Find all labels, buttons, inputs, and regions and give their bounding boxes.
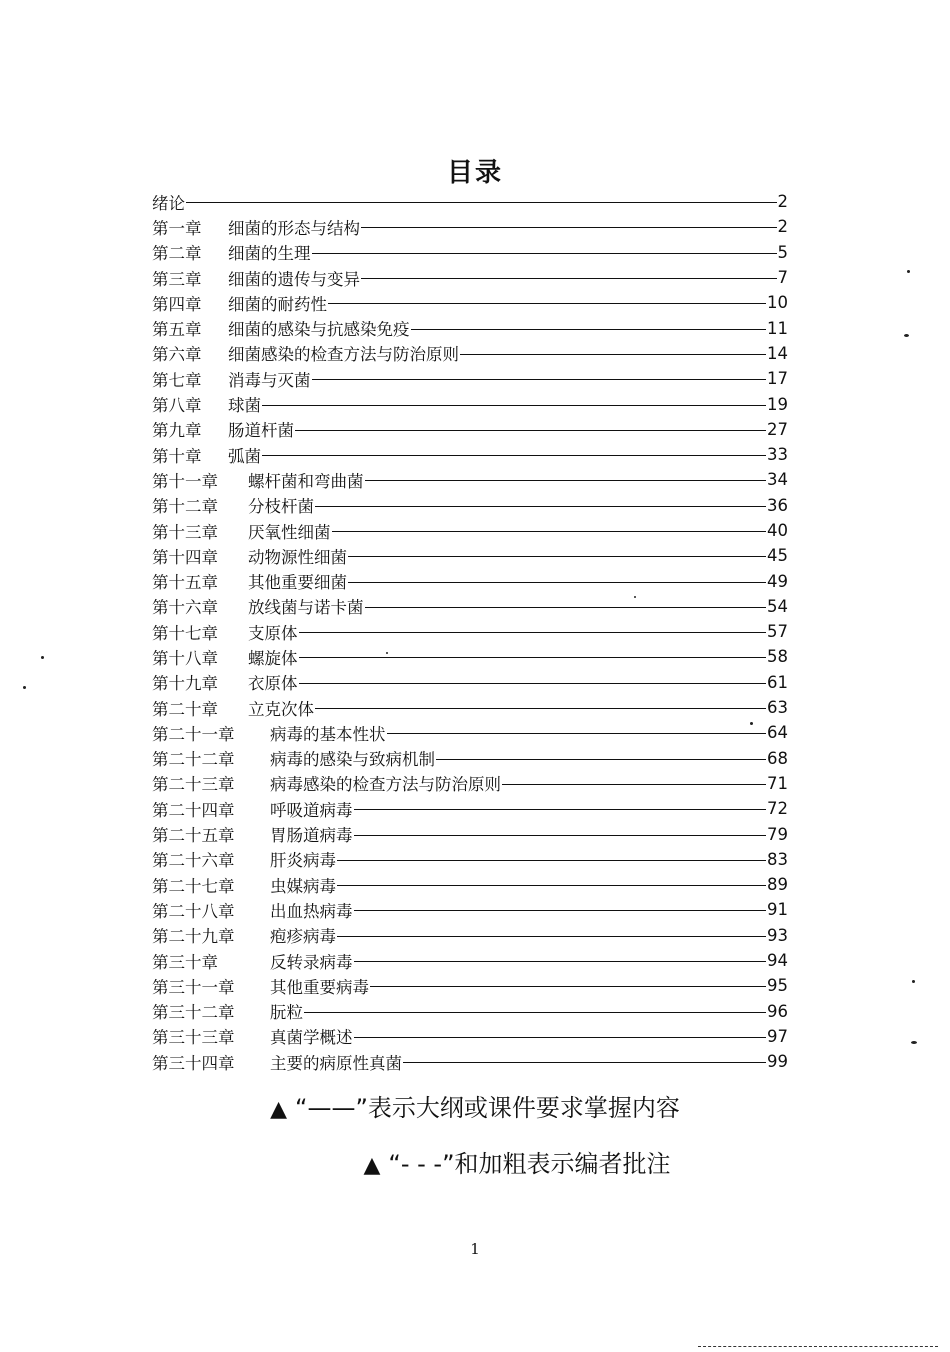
toc-leader-line (337, 936, 766, 937)
toc-entry (152, 1049, 788, 1074)
toc-page-number: 57 (767, 622, 788, 642)
toc-leader-line (348, 582, 766, 583)
toc-chapter-title: 其他重要细菌 (248, 573, 347, 593)
toc-chapter-number: 第十五章 (152, 573, 218, 593)
toc-chapter-number: 第十四章 (152, 547, 218, 567)
toc-chapter-number: 第三十四章 (152, 1053, 235, 1073)
toc-chapter-number: 绪论 (152, 193, 185, 213)
toc-chapter-number: 第三十章 (152, 952, 218, 972)
toc-leader-line (365, 607, 767, 608)
toc-chapter-title: 细菌的耐药性 (228, 294, 327, 314)
toc-entry (152, 543, 788, 568)
toc-chapter-number: 第二十七章 (152, 876, 235, 896)
toc-leader-line (361, 278, 777, 279)
toc-chapter-number: 第十六章 (152, 598, 218, 618)
scan-speck (41, 656, 44, 659)
legend-note-text: “- - -”和加粗表示编者批注 (388, 1150, 671, 1178)
toc-page-number: 7 (777, 268, 788, 288)
toc-chapter-number: 第三十二章 (152, 1003, 235, 1023)
page-title: 目录 (446, 158, 503, 188)
toc-chapter-number: 第十章 (152, 446, 202, 466)
toc-page-number: 63 (767, 698, 788, 718)
scan-speck (911, 1041, 917, 1044)
toc-leader-line (186, 202, 777, 203)
toc-chapter-title: 病毒感染的检查方法与防治原则 (270, 775, 501, 795)
toc-page-number: 27 (767, 419, 788, 439)
toc-chapter-number: 第三十三章 (152, 1028, 235, 1048)
toc-leader-line (262, 405, 766, 406)
scan-speck (904, 334, 909, 337)
toc-page-number: 96 (767, 1001, 788, 1021)
toc-page-number: 64 (767, 723, 788, 743)
toc-page-number: 10 (767, 293, 788, 313)
toc-entry (152, 442, 788, 467)
toc-chapter-title: 细菌感染的检查方法与防治原则 (228, 345, 459, 365)
toc-leader-line (387, 733, 767, 734)
toc-entry (152, 391, 788, 416)
toc-chapter-title: 其他重要病毒 (270, 977, 369, 997)
toc-chapter-number: 第八章 (152, 396, 202, 416)
toc-page-number: 68 (767, 748, 788, 768)
toc-page-number: 11 (767, 318, 788, 338)
toc-leader-line (354, 809, 767, 810)
bottom-dashed-rule (698, 1346, 938, 1347)
toc-leader-line (460, 354, 766, 355)
toc-page-number: 33 (767, 445, 788, 465)
toc-chapter-number: 第六章 (152, 345, 202, 365)
toc-chapter-title: 朊粒 (270, 1003, 303, 1023)
toc-entry (152, 467, 788, 492)
toc-chapter-number: 第十七章 (152, 623, 218, 643)
toc-entry (152, 1024, 788, 1049)
toc-leader-line (348, 556, 766, 557)
toc-page-number: 97 (767, 1026, 788, 1046)
toc-entry (152, 644, 788, 669)
toc-page-number: 89 (767, 875, 788, 895)
toc-entry (152, 796, 788, 821)
toc-leader-line (370, 986, 766, 987)
toc-entry (152, 214, 788, 239)
toc-chapter-title: 真菌学概述 (270, 1028, 353, 1048)
toc-chapter-title: 主要的病原性真菌 (270, 1053, 402, 1073)
toc-chapter-title: 球菌 (228, 396, 261, 416)
toc-page-number: 49 (767, 571, 788, 591)
toc-page-number: 79 (767, 824, 788, 844)
toc-entry (152, 720, 788, 745)
toc-leader-line (403, 1062, 766, 1063)
toc-chapter-number: 第二十四章 (152, 800, 235, 820)
toc-page-number: 2 (777, 217, 788, 237)
toc-page-number: 54 (767, 596, 788, 616)
toc-entry (152, 746, 788, 771)
toc-chapter-number: 第二十六章 (152, 851, 235, 871)
toc-page-number: 45 (767, 546, 788, 566)
toc-entry (152, 189, 788, 214)
toc-entry (152, 568, 788, 593)
toc-chapter-title: 分枝杆菌 (248, 497, 314, 517)
toc-leader-line (411, 329, 767, 330)
toc-chapter-number: 第一章 (152, 218, 202, 238)
toc-chapter-title: 呼吸道病毒 (270, 800, 353, 820)
toc-entry (152, 518, 788, 543)
toc-chapter-number: 第三十一章 (152, 977, 235, 997)
toc-leader-line (262, 455, 766, 456)
toc-chapter-number: 第二十章 (152, 699, 218, 719)
toc-leader-line (304, 1012, 766, 1013)
toc-chapter-title: 胃肠道病毒 (270, 826, 353, 846)
toc-leader-line (436, 759, 766, 760)
toc-entry (152, 417, 788, 442)
toc-chapter-title: 反转录病毒 (270, 952, 353, 972)
toc-page-number: 93 (767, 925, 788, 945)
toc-chapter-title: 细菌的感染与抗感染免疫 (228, 320, 410, 340)
toc-entry (152, 265, 788, 290)
toc-page-number: 5 (777, 242, 788, 262)
toc-chapter-title: 动物源性细菌 (248, 547, 347, 567)
toc-chapter-title: 弧菌 (228, 446, 261, 466)
toc-leader-line (328, 303, 766, 304)
toc-page-number: 72 (767, 799, 788, 819)
toc-leader-line (354, 1037, 767, 1038)
toc-entry (152, 240, 788, 265)
toc-page-number: 83 (767, 849, 788, 869)
toc-chapter-title: 疱疹病毒 (270, 927, 336, 947)
toc-leader-line (337, 885, 766, 886)
toc-chapter-title: 螺杆菌和弯曲菌 (248, 471, 364, 491)
scan-speck (23, 686, 26, 689)
toc-chapter-title: 出血热病毒 (270, 901, 353, 921)
toc-page-number: 2 (777, 192, 788, 212)
toc-entry (152, 290, 788, 315)
toc-leader-line (312, 253, 777, 254)
toc-leader-line (295, 430, 766, 431)
toc-chapter-title: 螺旋体 (248, 648, 298, 668)
toc-leader-line (365, 480, 767, 481)
toc-entry (152, 948, 788, 973)
page-number: 1 (470, 1240, 480, 1258)
toc-chapter-title: 支原体 (248, 623, 298, 643)
toc-page-number: 99 (767, 1052, 788, 1072)
toc-leader-line (354, 961, 767, 962)
table-of-contents (152, 189, 788, 1074)
toc-chapter-number: 第七章 (152, 370, 202, 390)
toc-leader-line (332, 531, 767, 532)
toc-chapter-number: 第二十三章 (152, 775, 235, 795)
toc-entry (152, 493, 788, 518)
toc-page-number: 71 (767, 773, 788, 793)
toc-leader-line (502, 784, 766, 785)
toc-entry (152, 619, 788, 644)
toc-entry (152, 973, 788, 998)
legend-note-text: “——”表示大纲或课件要求掌握内容 (295, 1094, 680, 1122)
toc-page-number: 36 (767, 495, 788, 515)
toc-chapter-title: 消毒与灭菌 (228, 370, 311, 390)
toc-chapter-title: 细菌的形态与结构 (228, 218, 360, 238)
toc-entry (152, 999, 788, 1024)
toc-chapter-title: 虫媒病毒 (270, 876, 336, 896)
toc-chapter-number: 第十八章 (152, 648, 218, 668)
toc-entry (152, 670, 788, 695)
toc-chapter-title: 衣原体 (248, 674, 298, 694)
scan-speck (912, 980, 915, 983)
toc-leader-line (354, 835, 767, 836)
toc-chapter-title: 厌氧性细菌 (248, 522, 331, 542)
toc-entry (152, 594, 788, 619)
toc-chapter-number: 第十二章 (152, 497, 218, 517)
toc-entry (152, 366, 788, 391)
scan-speck (750, 722, 753, 725)
toc-leader-line (315, 506, 766, 507)
scan-speck (634, 596, 636, 598)
toc-chapter-number: 第二十八章 (152, 901, 235, 921)
toc-chapter-number: 第三章 (152, 269, 202, 289)
toc-chapter-number: 第五章 (152, 320, 202, 340)
toc-entry (152, 923, 788, 948)
toc-chapter-title: 病毒的基本性状 (270, 724, 386, 744)
legend-note-solid-line (0, 1088, 950, 1123)
toc-entry (152, 872, 788, 897)
toc-chapter-title: 肠道杆菌 (228, 421, 294, 441)
toc-chapter-title: 立克次体 (248, 699, 314, 719)
triangle-marker-icon: ▲ (270, 1097, 288, 1122)
toc-page-number: 91 (767, 900, 788, 920)
toc-leader-line (312, 379, 767, 380)
toc-page-number: 34 (767, 470, 788, 490)
toc-chapter-number: 第二十五章 (152, 826, 235, 846)
toc-page-number: 19 (767, 394, 788, 414)
toc-leader-line (299, 632, 767, 633)
toc-chapter-title: 病毒的感染与致病机制 (270, 750, 435, 770)
toc-page-number: 17 (767, 369, 788, 389)
toc-chapter-title: 细菌的遗传与变异 (228, 269, 360, 289)
toc-leader-line (354, 910, 767, 911)
toc-page-number: 61 (767, 672, 788, 692)
toc-leader-line (315, 708, 766, 709)
toc-page-number: 40 (767, 521, 788, 540)
toc-page-number: 58 (767, 647, 788, 667)
toc-entry (152, 315, 788, 340)
scan-speck (386, 652, 388, 654)
toc-chapter-number: 第四章 (152, 294, 202, 314)
toc-chapter-title: 细菌的生理 (228, 244, 311, 264)
toc-chapter-number: 第十一章 (152, 471, 218, 491)
legend-note-dashed-line (0, 1144, 950, 1179)
toc-chapter-number: 第二十一章 (152, 724, 235, 744)
toc-page-number: 95 (767, 976, 788, 996)
toc-entry (152, 847, 788, 872)
toc-chapter-number: 第二十九章 (152, 927, 235, 947)
toc-chapter-title: 放线菌与诺卡菌 (248, 598, 364, 618)
scan-speck (907, 270, 910, 273)
toc-leader-line (299, 683, 767, 684)
toc-leader-line (361, 227, 777, 228)
toc-chapter-number: 第十三章 (152, 522, 218, 542)
toc-chapter-title: 肝炎病毒 (270, 851, 336, 871)
toc-leader-line (299, 657, 767, 658)
toc-leader-line (337, 860, 766, 861)
toc-entry (152, 771, 788, 796)
toc-chapter-number: 第二章 (152, 244, 202, 264)
triangle-marker-icon: ▲ (363, 1153, 381, 1178)
toc-entry (152, 821, 788, 846)
toc-page-number: 14 (767, 343, 788, 363)
toc-entry (152, 341, 788, 366)
toc-entry (152, 897, 788, 922)
toc-chapter-number: 第九章 (152, 421, 202, 441)
toc-page-number: 94 (767, 951, 788, 971)
toc-chapter-number: 第十九章 (152, 674, 218, 694)
toc-entry (152, 695, 788, 720)
toc-chapter-number: 第二十二章 (152, 750, 235, 770)
